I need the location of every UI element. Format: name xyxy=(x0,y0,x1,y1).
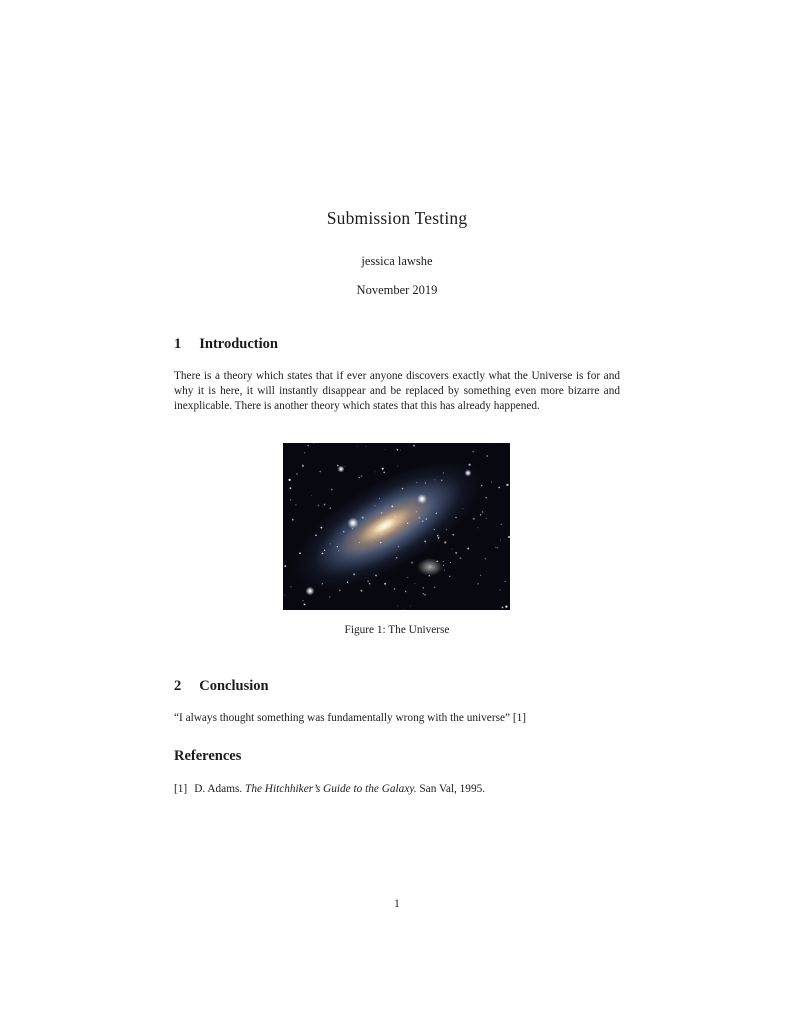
section-title: Introduction xyxy=(199,336,278,352)
figure-1 xyxy=(283,443,510,610)
reference-text xyxy=(194,782,634,797)
conclusion-paragraph: “I always thought something was fundamentally wrong with the universe” [1] xyxy=(174,712,527,724)
reference-label: [1] xyxy=(174,783,188,795)
reference-authors: D. Adams. xyxy=(194,783,243,795)
paper-title: Submission Testing xyxy=(326,208,468,228)
reference-publisher: San Val, 1995. xyxy=(419,783,486,795)
reference-entry xyxy=(174,782,634,797)
introduction-paragraph: There is a theory which states that if ever anyone discovers exactly what the Universe is for and why it is here, it will instantly disappear and be replaced by something even more bizarre and inexplicable. There is another theory which states that this has already happened. xyxy=(174,370,620,413)
paper-author: jessica lawshe xyxy=(361,254,433,268)
paper-date: November 2019 xyxy=(356,283,438,297)
galaxy-image xyxy=(283,597,510,614)
references-heading: References xyxy=(174,748,242,764)
section-heading-conclusion xyxy=(174,678,620,695)
reference-title: The Hitchhiker’s Guide to the Galaxy. xyxy=(245,783,417,795)
section-number: 1 xyxy=(174,336,182,352)
section-number: 2 xyxy=(174,678,182,694)
section-heading-introduction xyxy=(174,336,620,353)
page-number: 1 xyxy=(394,898,400,910)
section-title: Conclusion xyxy=(199,678,269,694)
figure-caption: Figure 1: The Universe xyxy=(344,624,450,636)
